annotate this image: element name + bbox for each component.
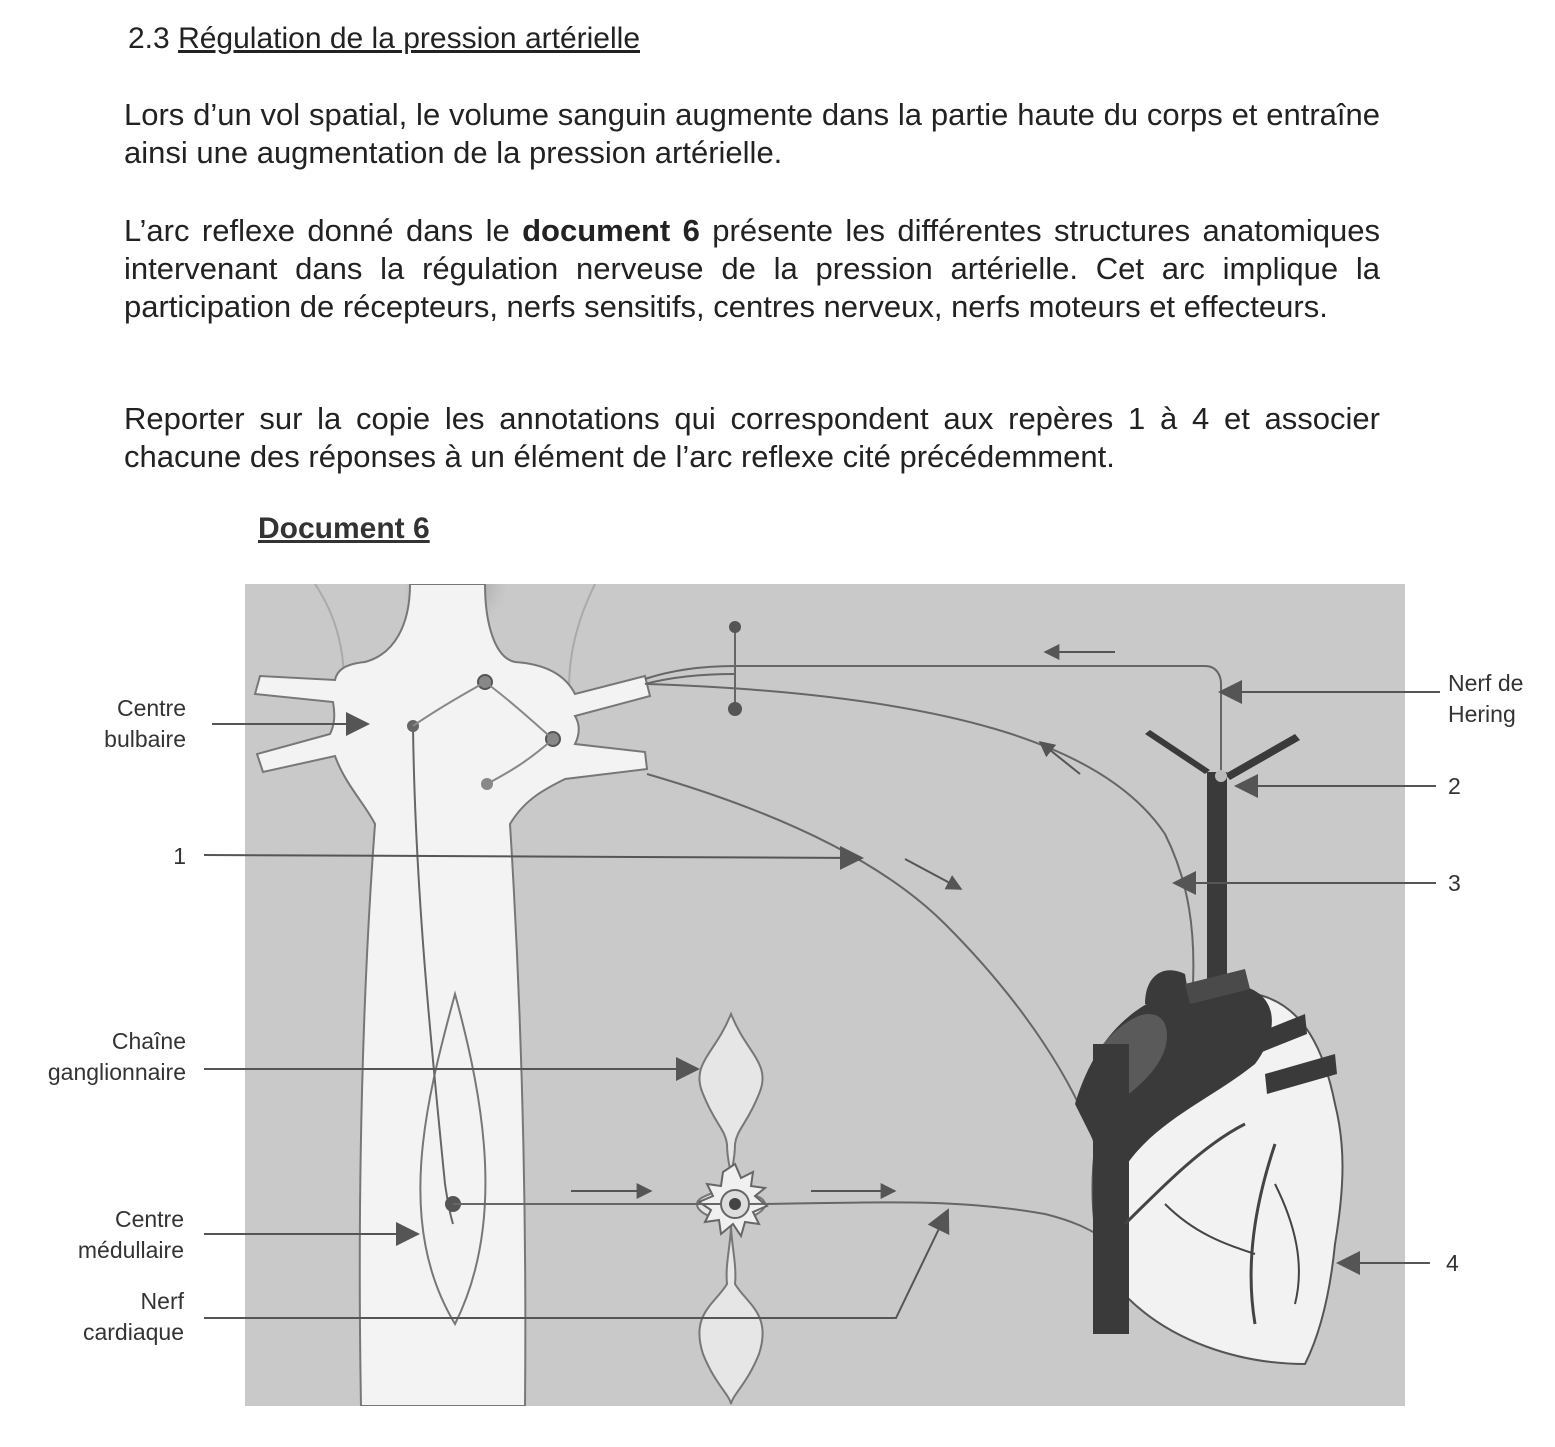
heart	[1075, 969, 1343, 1364]
vagus-nerve-fiber	[647, 684, 1193, 984]
carotid-branch-right	[1225, 734, 1300, 780]
label-marker-4: 4	[1446, 1250, 1459, 1276]
paragraph-1: Lors d’un vol spatial, le volume sanguin augmente dans la partie haute du corps et entraîne ainsi une augmentation de la pression artérielle.	[124, 97, 1380, 170]
document-reference: document 6	[522, 213, 700, 248]
paragraph-2	[124, 212, 1380, 326]
direction-arrow	[1040, 742, 1080, 774]
ganglion-cell-nucleus	[729, 1198, 741, 1210]
paragraph-2-start: L’arc reflexe donné dans le	[124, 213, 523, 248]
sensory-neuron-body	[729, 621, 741, 633]
paragraph-2-end: présente les différentes structures anatomiques intervenant dans la régulation nerveuse de la pression artérielle. Cet arc implique la participation de récepteurs, nerfs sensitifs, centres nerveux, nerfs moteurs et effecteurs.	[124, 213, 1380, 324]
label-line: cardiaque	[82, 1319, 184, 1345]
spinal-cord-shape	[255, 584, 650, 1406]
label-marker-3: 3	[1448, 870, 1461, 896]
document-title: Document 6	[258, 512, 430, 545]
label-nerf-cardiaque	[20, 1286, 184, 1348]
label-centre-medullaire	[20, 1204, 184, 1266]
label-line: Nerf	[140, 1288, 184, 1314]
sensory-neuron-body	[728, 702, 742, 716]
section-title: Régulation de la pression artérielle	[178, 22, 641, 55]
label-line: Nerf de	[1448, 670, 1524, 696]
carotid-sinus	[1215, 770, 1227, 782]
label-line: Hering	[1448, 701, 1516, 727]
direction-arrow	[905, 859, 961, 889]
reflex-arc-figure	[245, 584, 1405, 1406]
label-centre-bulbaire	[40, 693, 186, 755]
label-line: Chaîne	[111, 1028, 186, 1054]
label-line: Centre	[114, 1206, 184, 1232]
paragraph-3: Reporter sur la copie les annotations qui correspondent aux repères 1 à 4 et associer chacune des réponses à un élément de l’arc reflexe cité précédemment.	[124, 401, 1380, 474]
label-line: médullaire	[77, 1237, 184, 1263]
carotid-artery	[1207, 772, 1227, 992]
carotid-branch-left	[1145, 730, 1210, 774]
label-marker-1: 1	[173, 843, 186, 869]
label-chaine-ganglionnaire	[10, 1026, 186, 1088]
reflex-arc-diagram	[245, 584, 1405, 1406]
section-heading	[128, 22, 640, 56]
hering-nerve-fiber	[645, 666, 1221, 779]
label-line: bulbaire	[104, 726, 186, 752]
label-nerf-de-hering	[1448, 668, 1548, 730]
label-line: ganglionnaire	[47, 1059, 186, 1085]
label-line: Centre	[116, 695, 186, 721]
postganglionic-fiber	[749, 1202, 1115, 1244]
section-number: 2.3	[128, 22, 170, 55]
label-marker-2: 2	[1448, 773, 1461, 799]
